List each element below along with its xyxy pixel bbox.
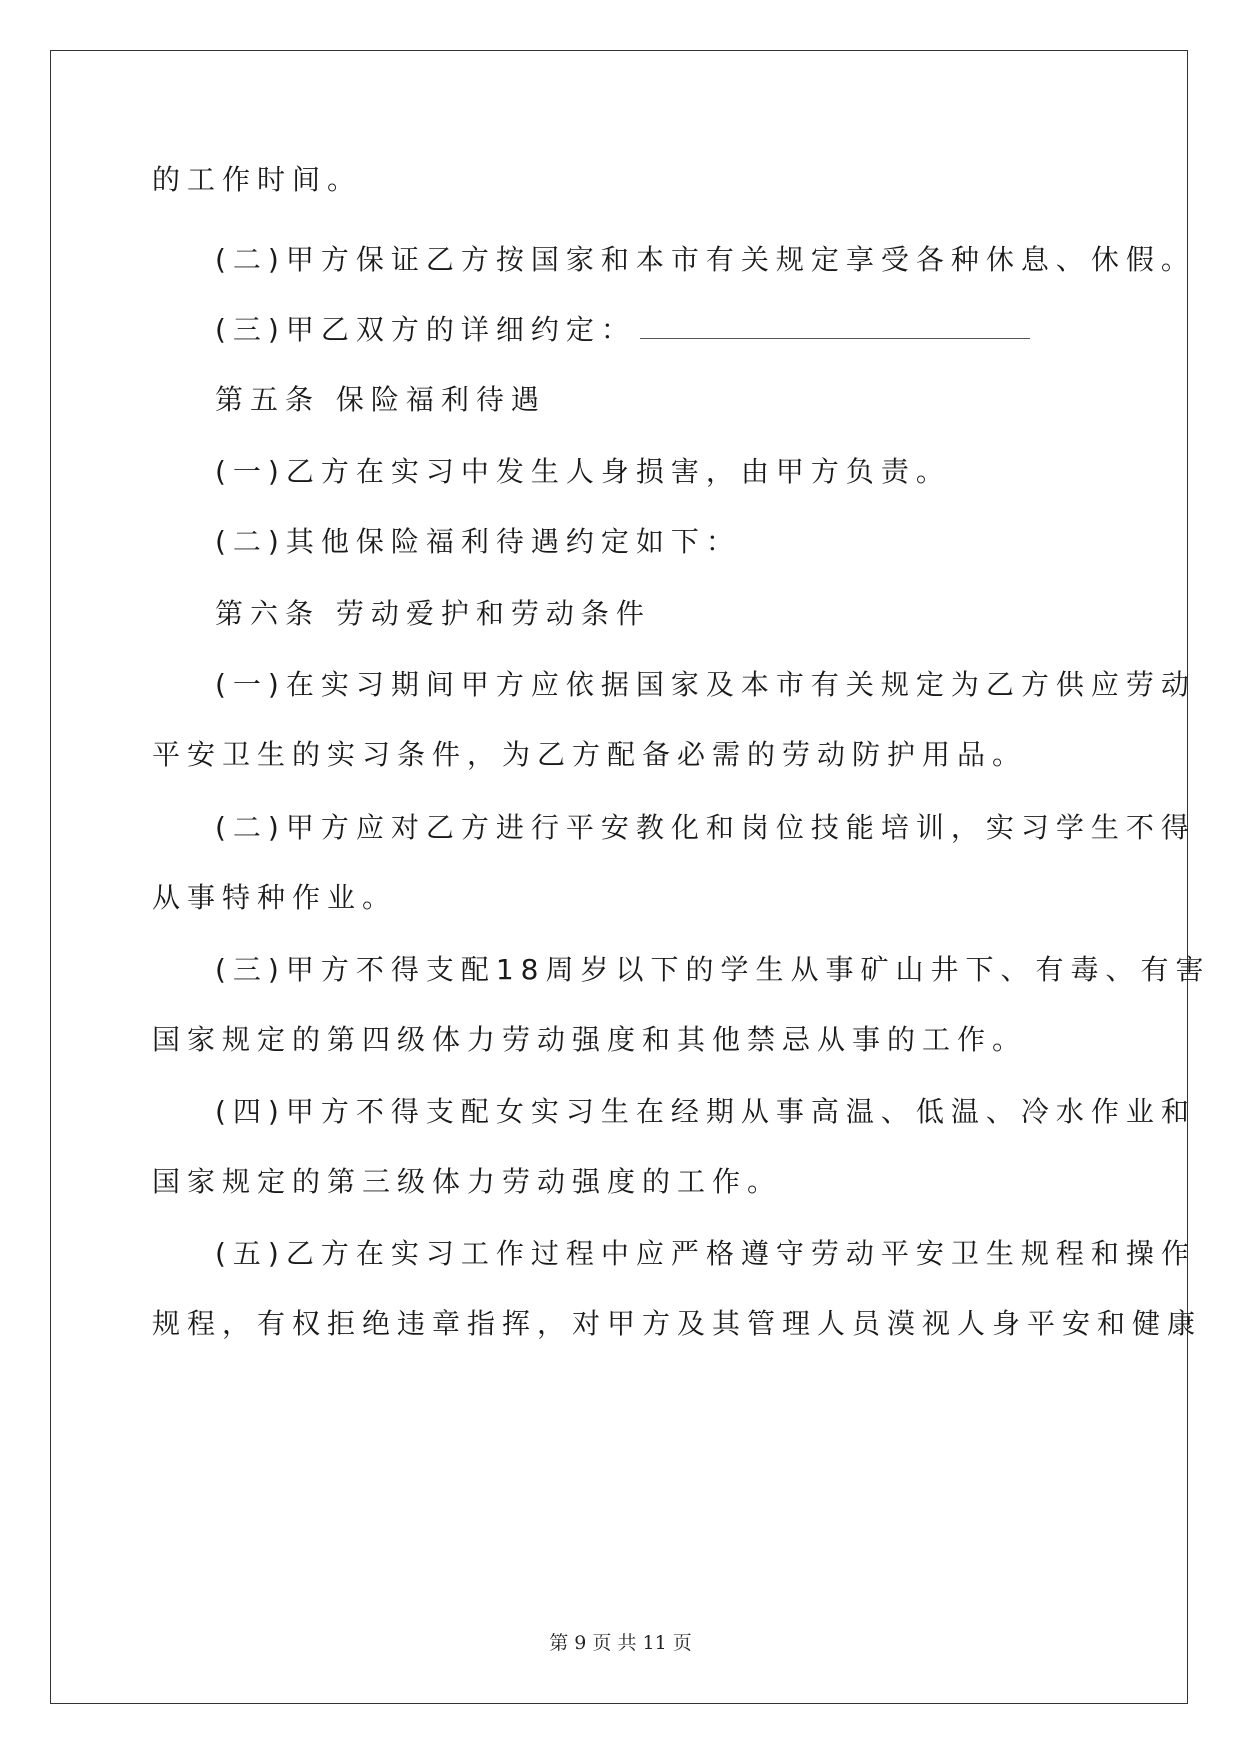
section-heading: 第六条 劳动爱护和劳动条件 <box>215 597 651 630</box>
paragraph-line: (四)甲方不得支配女实习生在经期从事高温、低温、冷水作业和 <box>215 1095 1196 1128</box>
paragraph-line: (二)甲方保证乙方按国家和本市有关规定享受各种休息、休假。 <box>215 243 1196 276</box>
section-heading: 第五条 保险福利待遇 <box>215 383 546 416</box>
paragraph-line: (一)乙方在实习中发生人身损害，由甲方负责。 <box>215 455 951 488</box>
paragraph-line: 平安卫生的实习条件，为乙方配备必需的劳动防护用品。 <box>152 738 1028 771</box>
paragraph-line: (五)乙方在实习工作过程中应严格遵守劳动平安卫生规程和操作 <box>215 1237 1196 1270</box>
paragraph-line: (二)其他保险福利待遇约定如下： <box>215 525 741 558</box>
paragraph-line: 从事特种作业。 <box>152 881 398 914</box>
paragraph-line <box>215 310 1030 350</box>
paragraph-line: (三)甲方不得支配18周岁以下的学生从事矿山井下、有毒、有害 <box>215 953 1211 986</box>
paragraph-line: 国家规定的第三级体力劳动强度的工作。 <box>152 1165 783 1198</box>
page-number-footer: 第 9 页 共 11 页 <box>549 1632 692 1654</box>
paragraph-line: 国家规定的第四级体力劳动强度和其他禁忌从事的工作。 <box>152 1023 1028 1056</box>
paragraph-line: 规程，有权拒绝违章指挥，对甲方及其管理人员漠视人身平安和健康 <box>152 1307 1203 1340</box>
paragraph-line: 的工作时间。 <box>152 163 363 196</box>
paragraph-line: (二)甲方应对乙方进行平安教化和岗位技能培训，实习学生不得 <box>215 811 1196 844</box>
agreement-label: (三)甲乙双方的详细约定： <box>215 313 636 346</box>
page-border <box>50 50 1188 1704</box>
fill-in-blank <box>640 310 1030 339</box>
paragraph-line: (一)在实习期间甲方应依据国家及本市有关规定为乙方供应劳动 <box>215 668 1196 701</box>
